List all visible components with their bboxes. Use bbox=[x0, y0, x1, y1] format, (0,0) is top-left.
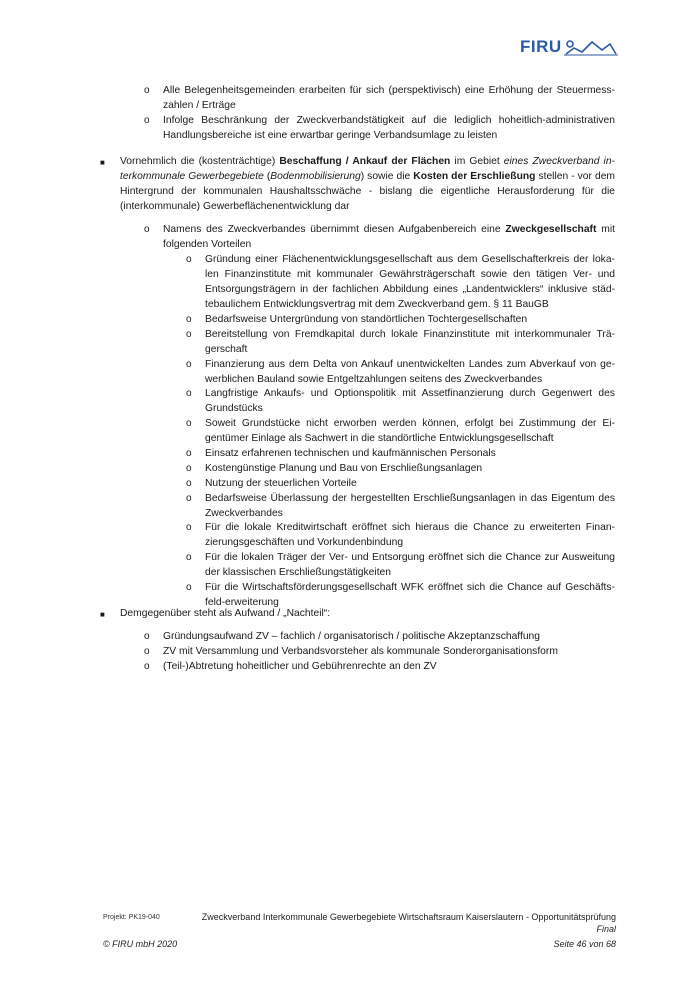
firu-logo bbox=[520, 36, 620, 58]
list-item: Gründung einer Flächenentwicklungsgesellschaft aus dem Gesellschafterkreis der loka-len Finanzinstitute mit kommunaler Gewährsträgerschaft sowie den tätigen Ver- und Entsorgungsträgern in der fachlichen Abbildung eines „Landentwicklers“ inklusive städ-tebaulichem Entwicklungsvertrag mit dem Zweckverband gem. § 11 BauGB bbox=[205, 254, 615, 310]
list-item: Bereitstellung von Fremdkapital durch lokale Finanzinstitute mit interkommunaler Trä-gerschaft bbox=[205, 329, 615, 355]
list-item bbox=[163, 222, 615, 252]
circle-bullet-icon: o bbox=[186, 463, 192, 474]
list-item: Bedarfsweise Untergründung von standörtlichen Tochtergesellschaften bbox=[205, 314, 528, 325]
logo-text: FIRU bbox=[520, 37, 562, 56]
list-item: Nutzung der steuerlichen Vorteile bbox=[205, 478, 357, 489]
circle-bullet-icon: o bbox=[186, 448, 192, 459]
emphasis-bold: Beschaffung / Ankauf der Flächen bbox=[279, 156, 451, 167]
square-bullet-icon: ■ bbox=[100, 158, 105, 167]
text-span: ( bbox=[263, 171, 271, 182]
footer-status: Final bbox=[596, 924, 616, 934]
circle-bullet-icon: o bbox=[186, 314, 192, 325]
text-span: stellen - vor dem Hintergrund der kommunalen Haushaltsschwäche - bislang die eigentliche Herausforderung für die (interkommunale) Gewerbeflächenentwicklung dar bbox=[120, 171, 616, 212]
list-item: Alle Belegenheitsgemeinden erarbeiten für sich (perspektivisch) eine Erhöhung der Steuermess-zahlen / Erträge bbox=[163, 85, 615, 111]
list-item: Soweit Grundstücke nicht erworben werden können, erfolgt bei Zustimmung der Ei-gentümer Einlage als Sachwert in die standörtliche Entwicklungsgesellschaft bbox=[205, 418, 615, 444]
list-item: ZV mit Versammlung und Verbandsvorsteher als kommunale Sonderorganisationsform bbox=[163, 646, 558, 657]
square-bullet-icon: ■ bbox=[100, 610, 105, 619]
text-span: Vornehmlich die (kostenträchtige) bbox=[120, 156, 280, 167]
circle-bullet-icon: o bbox=[186, 329, 192, 340]
circle-bullet-icon: o bbox=[186, 552, 192, 563]
circle-bullet-icon: o bbox=[144, 85, 150, 96]
circle-bullet-icon: o bbox=[144, 631, 150, 642]
text-span: Namens des Zweckverbandes übernimmt diesen Aufgabenbereich eine bbox=[163, 224, 506, 235]
emphasis-bold: Kosten der Erschließung bbox=[413, 171, 536, 182]
list-item: Für die Wirtschaftsförderungsgesellschaft WFK eröffnet sich die Chance auf Geschäfts-feld-erweiterung bbox=[205, 582, 615, 608]
paragraph-main: Demgegenüber steht als Aufwand / „Nachteil“: bbox=[120, 608, 331, 619]
list-item: Kostengünstige Planung und Bau von Erschließungsanlagen bbox=[205, 463, 483, 474]
footer-page-number: Seite 46 von 68 bbox=[553, 939, 616, 949]
footer-copyright: © FIRU mbH 2020 bbox=[103, 939, 178, 949]
circle-bullet-icon: o bbox=[144, 224, 150, 235]
list-item: Infolge Beschränkung der Zweckverbandstätigkeit auf die lediglich hoheitlich-administrativen Handlungsbereiche ist eine erwartbar geringe Verbandsumlage zu leisten bbox=[163, 115, 615, 141]
circle-bullet-icon: o bbox=[186, 418, 192, 429]
list-item: Für die lokale Kreditwirtschaft eröffnet sich hieraus die Chance zu erweiterten Finan-zierungsgeschäften und Vorkundenbindung bbox=[205, 522, 615, 548]
circle-bullet-icon: o bbox=[186, 522, 192, 533]
footer-title: Zweckverband Interkommunale Gewerbegebiete Wirtschaftsraum Kaiserslautern - Opportunitätsprüfung bbox=[201, 912, 616, 922]
circle-bullet-icon: o bbox=[144, 661, 150, 672]
list-item: Bedarfsweise Überlassung der hergestellten Erschließungsanlagen in das Eigentum des Zweckverbandes bbox=[205, 493, 615, 519]
footer-project-id: Projekt: PK19-040 bbox=[103, 914, 160, 921]
circle-bullet-icon: o bbox=[186, 359, 192, 370]
logo-mark-icon bbox=[564, 38, 618, 56]
circle-bullet-icon: o bbox=[186, 493, 192, 504]
list-item: Finanzierung aus dem Delta von Ankauf unentwickelten Landes zum Abverkauf von ge-werblichen Bauland sowie Entgeltzahlungen seitens des Zweckverbandes bbox=[205, 359, 615, 385]
circle-bullet-icon: o bbox=[144, 115, 150, 126]
circle-bullet-icon: o bbox=[186, 478, 192, 489]
emphasis-italic: Bodenmobilisierung bbox=[270, 171, 361, 182]
circle-bullet-icon: o bbox=[186, 388, 192, 399]
list-item: Gründungsaufwand ZV – fachlich / organisatorisch / politische Akzeptanzschaffung bbox=[163, 631, 541, 642]
emphasis-italic: eines Zweckverband in-terkommunale Gewerbegebiete bbox=[120, 156, 615, 182]
text-span: ) sowie die bbox=[360, 171, 414, 182]
text-span: im Gebiet bbox=[450, 156, 504, 167]
text-span: mit folgenden Vorteilen bbox=[163, 224, 615, 250]
paragraph-main bbox=[120, 154, 615, 214]
list-item: Einsatz erfahrenen technischen und kaufmännischen Personals bbox=[205, 448, 496, 459]
list-item: Für die lokalen Träger der Ver- und Entsorgung eröffnet sich die Chance zur Ausweitung der klassischen Erschließungstätigkeiten bbox=[205, 552, 615, 578]
circle-bullet-icon: o bbox=[144, 646, 150, 657]
circle-bullet-icon: o bbox=[186, 582, 192, 593]
list-item: (Teil-)Abtretung hoheitlicher und Gebührenrechte an den ZV bbox=[163, 661, 437, 672]
emphasis-bold: Zweckgesellschaft bbox=[505, 224, 597, 235]
circle-bullet-icon: o bbox=[186, 254, 192, 265]
list-item: Langfristige Ankaufs- und Optionspolitik mit Assetfinanzierung durch Gegenwert des Grundstücks bbox=[205, 388, 615, 414]
